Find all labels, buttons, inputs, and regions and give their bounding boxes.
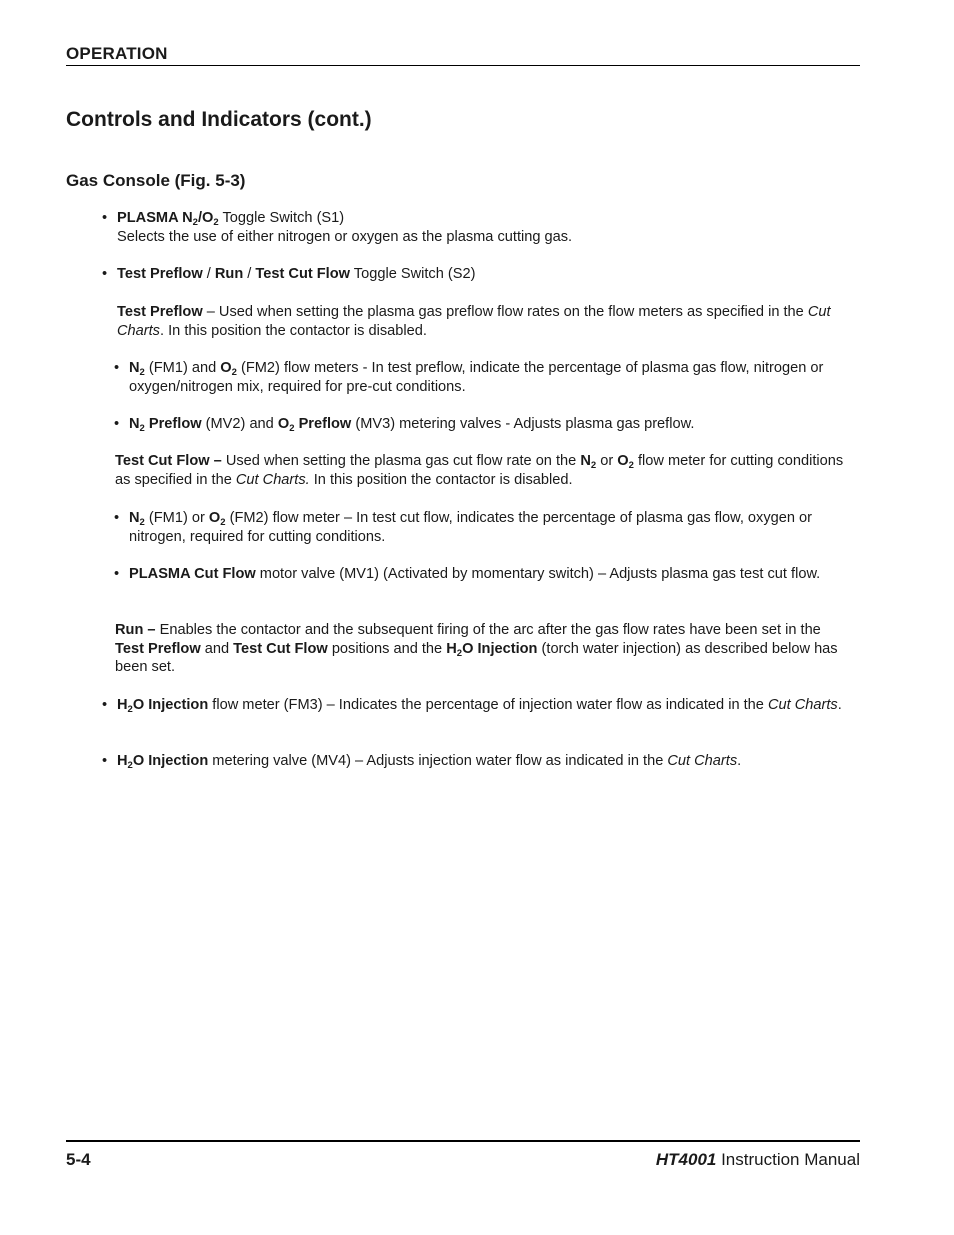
section-header: OPERATION — [66, 44, 168, 63]
manual-label: Instruction Manual — [716, 1150, 860, 1169]
bullet: • — [114, 416, 120, 432]
bullet: • — [102, 697, 108, 713]
fm3-text: flow meter (FM3) – Indicates the percentage of injection water flow as indicated in the — [208, 697, 768, 713]
subscript: 2 — [192, 217, 198, 228]
fm-mid: (FM1) or — [144, 510, 209, 526]
footer-rule — [66, 1140, 860, 1142]
subscript: 2 — [139, 423, 145, 434]
bullet: • — [114, 360, 120, 376]
run-preflow-label: Test Preflow — [115, 640, 201, 657]
bullet: • — [114, 566, 120, 582]
injection-label: O Injection — [132, 697, 209, 713]
h2o-label: H — [446, 640, 457, 657]
or-text: or — [596, 453, 618, 469]
h2o-label: H — [117, 753, 128, 769]
subscript: 2 — [590, 460, 597, 471]
list-item-mv1 — [114, 565, 839, 584]
period: . — [737, 753, 742, 769]
mv4-text: metering valve (MV4) – Adjusts injection water flow as indicated in the — [208, 753, 668, 769]
page-title: Controls and Indicators (cont.) — [66, 108, 372, 131]
paragraph-run — [115, 621, 850, 677]
s1-description: Selects the use of either nitrogen or oxygen as the plasma cutting gas. — [117, 228, 573, 245]
run-text: Enables the contactor and the subsequent firing of the arc after the gas flow rates have been set in the — [155, 622, 821, 638]
subscript: 2 — [289, 423, 295, 434]
preflow-label: Test Preflow — [117, 304, 203, 320]
cut-charts-ref: Cut Charts. — [235, 471, 310, 488]
period: . — [837, 697, 842, 713]
fm-mid: (FM1) and — [144, 360, 221, 376]
and-text: and — [200, 640, 234, 657]
h2o-label: H — [117, 697, 128, 713]
mv1-text: motor valve (MV1) (Activated by momentary switch) – Adjusts plasma gas test cut flow. — [255, 566, 821, 582]
subscript: 2 — [220, 517, 226, 528]
n2-label: N — [129, 416, 140, 432]
s2-position-cutflow: Test Cut Flow — [255, 266, 351, 282]
cut-charts-ref: Cut Charts — [117, 304, 831, 339]
paragraph-test-cut-flow — [115, 452, 857, 489]
run-label: Run – — [115, 622, 156, 638]
separator: / — [243, 266, 256, 282]
s2-position-run: Run — [214, 266, 244, 282]
list-item-fm-cutflow — [114, 509, 859, 546]
s2-position-preflow: Test Preflow — [117, 266, 203, 282]
preflow-text2: . In this position the contactor is disabled. — [159, 322, 427, 339]
section-title: Gas Console (Fig. 5-3) — [66, 171, 246, 190]
page-number: 5-4 — [66, 1150, 91, 1169]
n2-label: N — [129, 360, 140, 376]
fm-cutflow-text: (FM2) flow meter – In test cut flow, indicates the percentage of plasma gas flow, oxygen or nitrogen, required for cutting conditions. — [129, 510, 813, 545]
list-item-mv-preflow — [114, 415, 857, 434]
mv-mid: (MV2) and — [201, 416, 278, 432]
subscript: 2 — [628, 460, 634, 471]
header-rule — [66, 65, 860, 66]
o2-label: O — [277, 416, 290, 432]
run-text2: positions and the — [327, 640, 447, 657]
subscript: 2 — [231, 367, 237, 378]
run-text3: (torch water injection) as described below has been set. — [115, 640, 838, 675]
bullet: • — [102, 266, 108, 282]
s1-label: PLASMA N — [117, 210, 193, 226]
s1-text: Toggle Switch (S1) — [218, 210, 345, 226]
n2-label: N — [129, 510, 140, 526]
list-item-fm-preflow — [114, 359, 857, 396]
subscript: 2 — [213, 217, 219, 228]
n2-preflow-label: Preflow — [144, 416, 202, 432]
cutflow-text: Used when setting the plasma gas cut flow rate on the — [221, 453, 581, 469]
o2-label: O — [220, 360, 232, 376]
run-cutflow-label: Test Cut Flow — [233, 640, 328, 657]
subscript: 2 — [139, 367, 145, 378]
manual-title — [656, 1150, 860, 1170]
o2-preflow-label: Preflow — [294, 416, 352, 432]
cut-charts-ref: Cut Charts — [667, 753, 738, 769]
separator: / — [202, 266, 215, 282]
bullet: • — [102, 210, 108, 226]
n2-label: N — [580, 453, 591, 469]
cutflow-text3: In this position the contactor is disabled. — [309, 471, 573, 488]
bullet: • — [102, 753, 108, 769]
list-item-s1 — [102, 209, 857, 246]
mv-preflow-text: (MV3) metering valves - Adjusts plasma gas preflow. — [351, 416, 695, 432]
injection-label: O Injection — [462, 640, 538, 657]
list-item-fm3 — [102, 696, 852, 715]
subscript: 2 — [127, 760, 133, 771]
list-item-s2 — [102, 265, 857, 284]
mv1-label: PLASMA Cut Flow — [129, 566, 256, 582]
subscript: 2 — [456, 647, 463, 659]
cut-charts-ref: Cut Charts — [767, 697, 838, 713]
model-name: HT4001 — [655, 1150, 717, 1169]
injection-label: O Injection — [132, 753, 209, 769]
o2-label: O — [617, 453, 629, 469]
s1-label-b: O — [202, 210, 214, 226]
s2-text: Toggle Switch (S2) — [350, 266, 476, 282]
list-item-mv4 — [102, 752, 857, 771]
subscript: 2 — [139, 517, 145, 528]
o2-label: O — [208, 510, 221, 526]
cutflow-label: Test Cut Flow – — [115, 453, 222, 469]
fm-preflow-text: (FM2) flow meters - In test preflow, indicate the percentage of plasma gas flow, nitrogen or oxygen/nitrogen mix, required for pre-cut conditions. — [129, 360, 824, 395]
paragraph-test-preflow — [117, 303, 857, 340]
cutflow-text2: flow meter for cutting conditions as specified in the — [115, 453, 844, 488]
s1-slash: / — [197, 210, 203, 226]
bullet: • — [114, 510, 120, 526]
subscript: 2 — [127, 704, 133, 715]
preflow-text: – Used when setting the plasma gas preflow flow rates on the flow meters as specified in the — [202, 304, 808, 320]
